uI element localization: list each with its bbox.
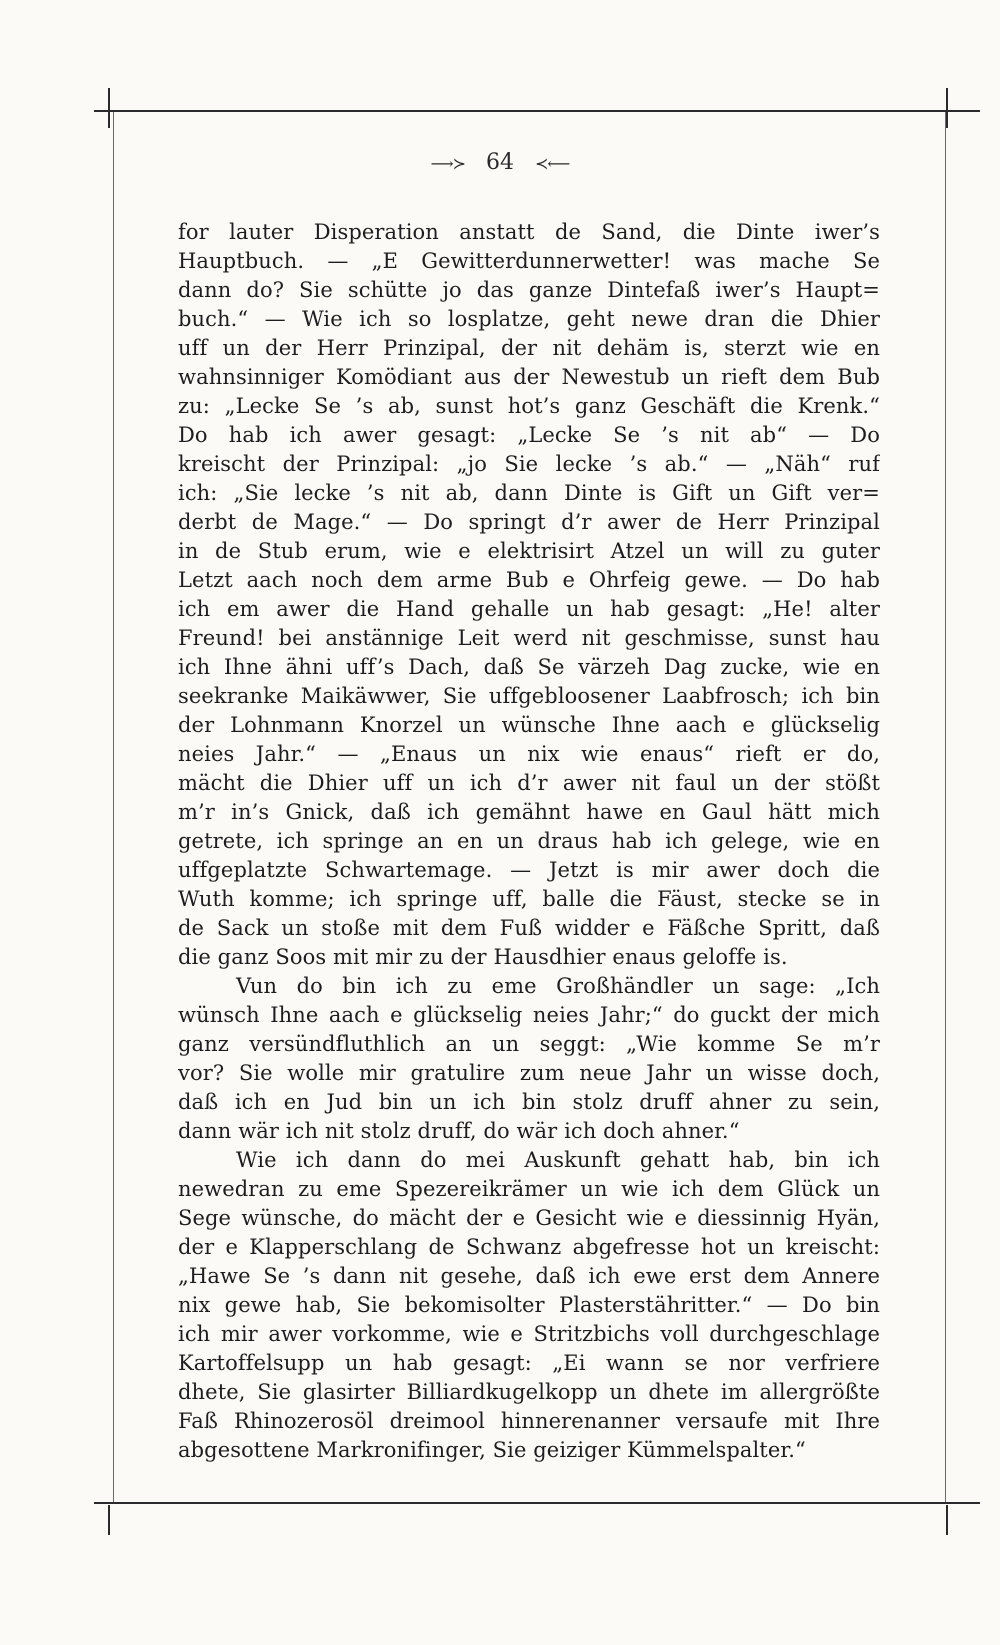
corner-mark-bottom-right bbox=[946, 1505, 948, 1535]
text-line: mächt die Dhier uff un ich d’r awer nit faul un der stößt bbox=[178, 771, 880, 795]
text-line: daß ich en Jud bin un ich bin stolz druff ahner zu sein, bbox=[178, 1090, 880, 1114]
ornament-right: ≺⟵ bbox=[535, 154, 570, 173]
top-rule bbox=[94, 110, 980, 112]
corner-mark-top-right bbox=[946, 88, 948, 128]
text-line: buch.“ — Wie ich so losplatze, geht newe dran die Dhier bbox=[178, 307, 880, 331]
text-line: m’r in’s Gnick, daß ich gemähnt hawe en Gaul hätt mich bbox=[178, 800, 880, 824]
text-line: ich mir awer vorkomme, wie e Stritzbichs voll durchgeschlage bbox=[178, 1322, 880, 1346]
bottom-rule bbox=[94, 1502, 980, 1504]
text-line: der Lohnmann Knorzel un wünsche Ihne aach e glückselig bbox=[178, 713, 880, 737]
text-line: getrete, ich springe an en un draus hab ich gelege, wie en bbox=[178, 829, 880, 853]
text-line: ich Ihne ähni uff’s Dach, daß Se värzeh Dag zucke, wie en bbox=[178, 655, 880, 679]
text-line: Freund! bei anstännige Leit werd nit geschmisse, sunst hau bbox=[178, 626, 880, 650]
text-line: Sege wünsche, do mächt der e Gesicht wie e diessinnig Hyän, bbox=[178, 1206, 880, 1230]
text-line: Kartoffelsupp un hab gesagt: „Ei wann se nor verfriere bbox=[178, 1351, 880, 1375]
text-line: newedran zu eme Spezereikrämer un wie ich dem Glück un bbox=[178, 1177, 880, 1201]
text-line: der e Klapperschlang de Schwanz abgefresse hot un kreischt: bbox=[178, 1235, 880, 1259]
corner-mark-bottom-left bbox=[108, 1505, 110, 1535]
text-line: dhete, Sie glasirter Billiardkugelkopp un dhete im allergrößte bbox=[178, 1380, 880, 1404]
text-line: nix gewe hab, Sie bekomisolter Plasterstähritter.“ — Do bin bbox=[178, 1293, 880, 1317]
text-line: „Hawe Se ’s dann nit gesehe, daß ich ewe erst dem Annere bbox=[178, 1264, 880, 1288]
text-line: Vun do bin ich zu eme Großhändler un sage: „Ich bbox=[236, 974, 880, 998]
text-line: wünsch Ihne aach e glückselig neies Jahr;“ do guckt der mich bbox=[178, 1003, 880, 1027]
text-line: de Sack un stoße mit dem Fuß widder e Fäßche Spritt, daß bbox=[178, 916, 880, 940]
left-border-line bbox=[113, 112, 114, 1502]
text-line: vor? Sie wolle mir gratulire zum neue Jahr un wisse doch, bbox=[178, 1061, 880, 1085]
text-line: uffgeplatzte Schwartemage. — Jetzt is mir awer doch die bbox=[178, 858, 880, 882]
text-line: Wie ich dann do mei Auskunft gehatt hab, bin ich bbox=[236, 1148, 880, 1172]
text-line: dann wär ich nit stolz druff, do wär ich doch ahner.“ bbox=[178, 1119, 740, 1143]
text-line: Wuth komme; ich springe uff, balle die Fäust, stecke se in bbox=[178, 887, 880, 911]
text-line: Faß Rhinozerosöl dreimool hinnerenanner versaufe mit Ihre bbox=[178, 1409, 880, 1433]
text-line: Letzt aach noch dem arme Bub e Ohrfeig gewe. — Do hab bbox=[178, 568, 880, 592]
text-line: derbt de Mage.“ — Do springt d’r awer de Herr Prinzipal bbox=[178, 510, 880, 534]
text-line: wahnsinniger Komödiant aus der Newestub un rieft dem Bub bbox=[178, 365, 880, 389]
text-line: Do hab ich awer gesagt: „Lecke Se ’s nit ab“ — Do bbox=[178, 423, 880, 447]
text-line: zu: „Lecke Se ’s ab, sunst hot’s ganz Geschäft die Krenk.“ bbox=[178, 394, 880, 418]
text-line: ganz versündfluthlich an un seggt: „Wie komme Se m’r bbox=[178, 1032, 880, 1056]
text-line: for lauter Disperation anstatt de Sand, die Dinte iwer’s bbox=[178, 220, 880, 244]
text-line: ich em awer die Hand gehalle un hab gesagt: „He! alter bbox=[178, 597, 880, 621]
text-line: abgesottene Markronifinger, Sie geiziger Kümmelspalter.“ bbox=[178, 1438, 806, 1462]
text-line: Hauptbuch. — „E Gewitterdunnerwetter! was mache Se bbox=[178, 249, 880, 273]
text-line: kreischt der Prinzipal: „jo Sie lecke ’s ab.“ — „Näh“ ruf bbox=[178, 452, 880, 476]
text-line: uff un der Herr Prinzipal, der nit dehäm is, sterzt wie en bbox=[178, 336, 880, 360]
body-text bbox=[178, 218, 880, 1465]
text-line: ich: „Sie lecke ’s nit ab, dann Dinte is Gift un Gift ver= bbox=[178, 481, 880, 505]
ornament-left: ⟶≻ bbox=[430, 154, 465, 173]
text-line: in de Stub erum, wie e elektrisirt Atzel un will zu guter bbox=[178, 539, 880, 563]
corner-mark-top-left bbox=[108, 88, 110, 128]
text-line: dann do? Sie schütte jo das ganze Dintefaß iwer’s Haupt= bbox=[178, 278, 880, 302]
right-border-line bbox=[945, 112, 946, 1502]
page-number: 64 bbox=[486, 150, 514, 175]
page-header bbox=[0, 150, 1000, 175]
text-line: die ganz Soos mit mir zu der Hausdhier enaus geloffe is. bbox=[178, 945, 788, 969]
text-line: neies Jahr.“ — „Enaus un nix wie enaus“ rieft er do, bbox=[178, 742, 880, 766]
text-line: seekranke Maikäwwer, Sie uffgebloosener Laabfrosch; ich bin bbox=[178, 684, 880, 708]
